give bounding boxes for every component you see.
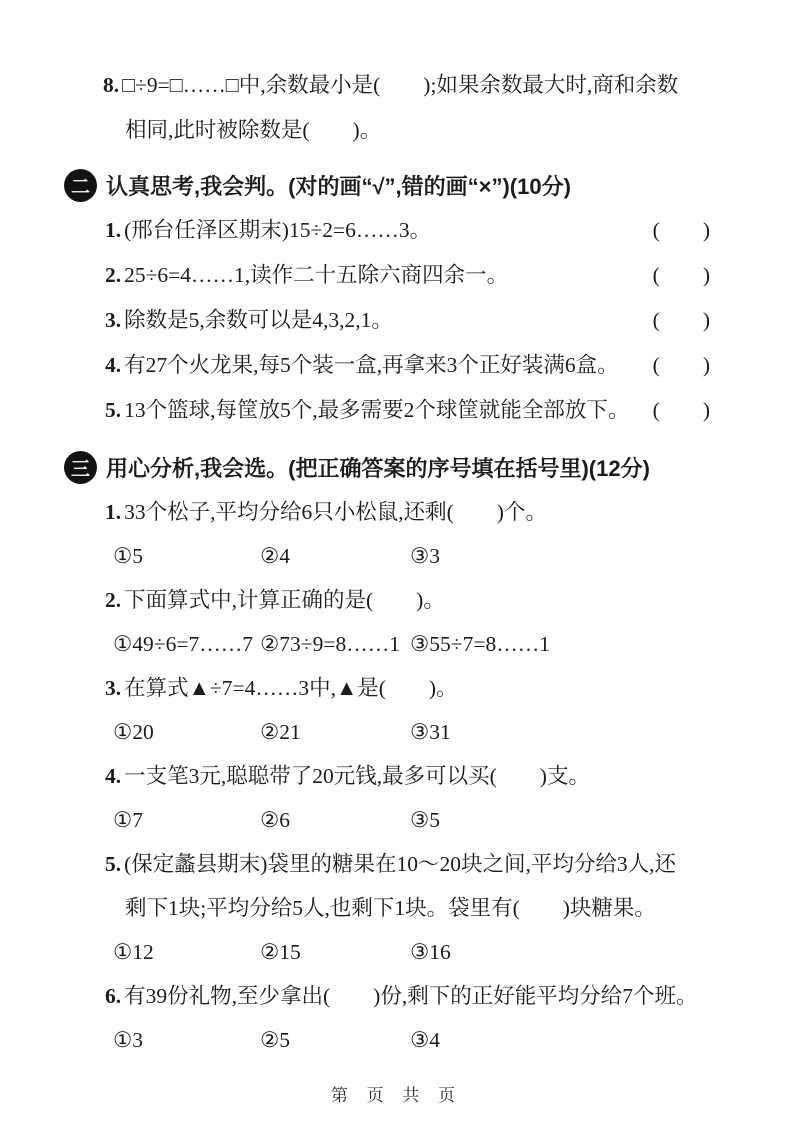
choice-options: [0, 710, 793, 754]
option-1: ①12: [113, 940, 154, 964]
choice-question: 2. 下面算式中,计算正确的是( )。: [105, 588, 445, 612]
option-2: ②21: [260, 720, 301, 744]
section-three-header: [64, 445, 793, 490]
answer-blank: ( ): [652, 353, 710, 377]
section-two-header: [64, 163, 793, 208]
judge-item-text: 2. 25÷6=4……1,读作二十五除六商四余一。: [105, 263, 509, 287]
question-8-line-2: 相同,此时被除数是( )。: [125, 118, 382, 142]
option-1: ①20: [113, 720, 154, 744]
option-3: ③16: [410, 940, 451, 964]
choice-item-6: [0, 974, 793, 1062]
choice-item-4: [0, 754, 793, 842]
choice-item-number: 6.: [105, 984, 122, 1008]
choice-item-3: [0, 666, 793, 754]
option-1: ①49÷6=7……7: [113, 632, 253, 656]
section-three-title: 用心分析,我会选。(把正确答案的序号填在括号里)(12分): [106, 456, 650, 481]
judge-item-text: 5. 13个篮球,每筐放5个,最多需要2个球筐就能全部放下。: [105, 398, 630, 422]
choice-item-1: [0, 490, 793, 578]
choice-options: [0, 534, 793, 578]
question-8-line-1: [103, 63, 723, 108]
judge-item-number: 5.: [105, 398, 122, 422]
judge-item-3: [105, 298, 710, 343]
judge-item-number: 2.: [105, 263, 122, 287]
choice-item-number: 1.: [105, 500, 122, 524]
judge-list: [105, 208, 710, 433]
choice-question-continuation: 剩下1块;平均分给5人,也剩下1块。袋里有( )块糖果。: [125, 896, 656, 920]
option-2: ②4: [260, 544, 291, 568]
section-three-badge: 三: [64, 451, 97, 484]
option-1: ①3: [113, 1028, 144, 1052]
choice-question: 1. 33个松子,平均分给6只小松鼠,还剩( )个。: [105, 500, 547, 524]
option-1: ①5: [113, 544, 144, 568]
choice-question: 5. (保定蠡县期末)袋里的糖果在10～20块之间,平均分给3人,还: [105, 852, 676, 876]
answer-blank: ( ): [652, 398, 710, 422]
option-3: ③55÷7=8……1: [410, 632, 550, 656]
option-2: ②15: [260, 940, 301, 964]
answer-blank: ( ): [652, 308, 710, 332]
option-3: ③5: [410, 808, 441, 832]
choice-item-number: 2.: [105, 588, 122, 612]
option-3: ③3: [410, 544, 441, 568]
choice-options: [0, 930, 793, 974]
page-footer: 第 页 共 页: [330, 1086, 463, 1105]
judge-item-text: 1. (邢台任泽区期末)15÷2=6……3。: [105, 218, 432, 242]
judge-item-number: 4.: [105, 353, 122, 377]
choice-question: 3. 在算式▲÷7=4……3中,▲是( )。: [105, 676, 458, 700]
option-2: ②5: [260, 1028, 291, 1052]
choice-item-number: 4.: [105, 764, 122, 788]
choice-options: [0, 798, 793, 842]
choice-list: [0, 490, 793, 1062]
judge-item-text: 4. 有27个火龙果,每5个装一盒,再拿来3个正好装满6盒。: [105, 353, 619, 377]
judge-item-2: [105, 253, 710, 298]
choice-question: 4. 一支笔3元,聪聪带了20元钱,最多可以买( )支。: [105, 764, 590, 788]
judge-item-5: [105, 388, 710, 433]
option-3: ③31: [410, 720, 451, 744]
choice-item-number: 3.: [105, 676, 122, 700]
judge-item-1: [105, 208, 710, 253]
choice-item-number: 5.: [105, 852, 122, 876]
option-2: ②6: [260, 808, 291, 832]
judge-item-number: 1.: [105, 218, 122, 242]
section-two-title: 认真思考,我会判。(对的画“√”,错的画“×”)(10分): [106, 174, 571, 199]
answer-blank: ( ): [652, 218, 710, 242]
choice-item-5: [0, 842, 793, 974]
option-3: ③4: [410, 1028, 441, 1052]
question-8-number: 8.: [103, 73, 120, 97]
judge-item-4: [105, 343, 710, 388]
answer-blank: ( ): [652, 263, 710, 287]
section-two-badge: 二: [64, 169, 97, 202]
choice-options: [0, 1018, 793, 1062]
option-2: ②73÷9=8……1: [260, 632, 400, 656]
judge-item-text: 3. 除数是5,余数可以是4,3,2,1。: [105, 308, 393, 332]
choice-options: [0, 622, 793, 666]
question-8: [103, 63, 723, 153]
choice-question: 6. 有39份礼物,至少拿出( )份,剩下的正好能平均分给7个班。: [105, 984, 698, 1008]
choice-item-2: [0, 578, 793, 666]
question-8-text: □÷9=□……□中,余数最小是( );如果余数最大时,商和余数: [122, 73, 679, 97]
judge-item-number: 3.: [105, 308, 122, 332]
option-1: ①7: [113, 808, 144, 832]
